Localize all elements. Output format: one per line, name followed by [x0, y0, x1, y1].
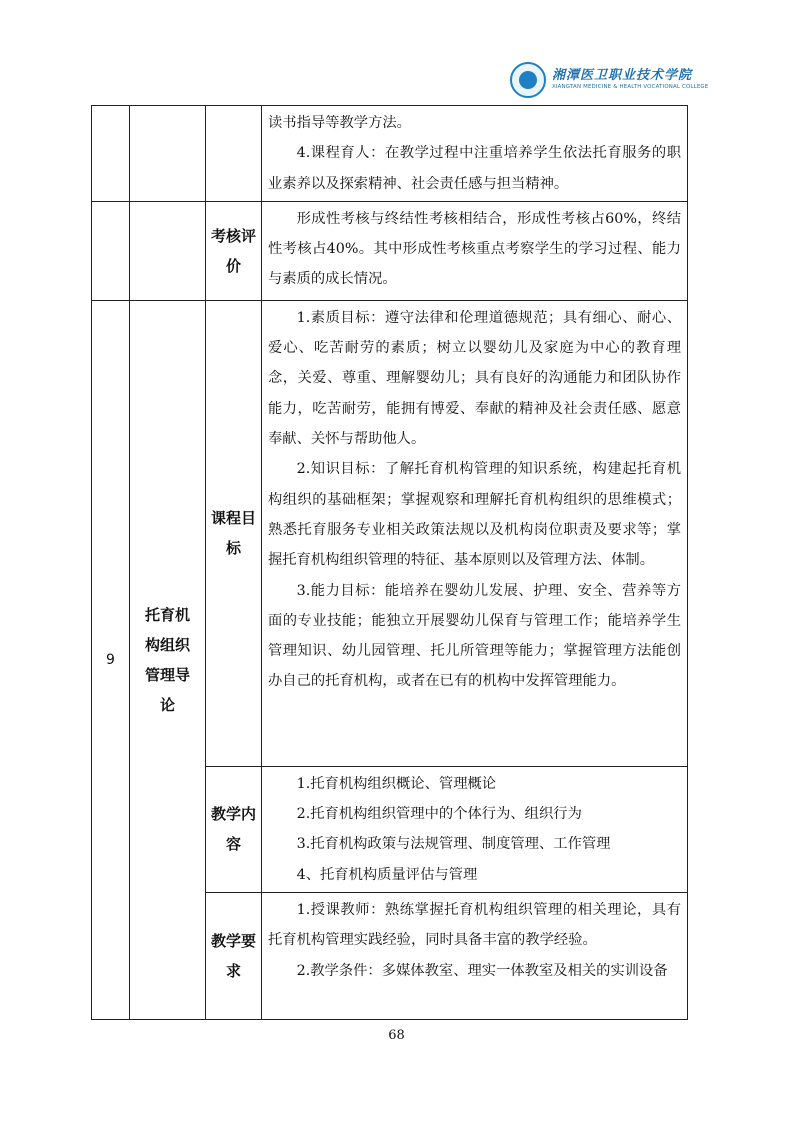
objective-item: 1.素质目标：遵守法律和伦理道德规范；具有细心、耐心、爱心、吃苦耐劳的素质；树立以婴幼儿及家庭为中心的教育理念，关爱、尊重、理解婴幼儿；具有良好的沟通能力和团队协作能力，吃苦耐劳，能拥有博爱、奉献的精神及社会责任感、愿意奉献、关怀与帮助他人。 [268, 309, 681, 448]
course-education-text: 4.课程育人：在教学过程中注重培养学生依法托育服务的职业素养以及探索精神、社会责任感与担当精神。 [268, 145, 681, 192]
teaching-method-tail: 读书指导等教学方法。 [268, 115, 411, 131]
content-item: 4、托育机构质量评估与管理 [296, 866, 478, 883]
objectives-label: 课程目标 [206, 300, 262, 766]
table-row [92, 106, 688, 202]
requirement-item: 2.教学条件：多媒体教室、理实一体教室及相关的实训设备 [296, 962, 668, 979]
page-number: 68 [388, 1028, 405, 1043]
header-logo [510, 62, 710, 100]
requirement-item: 1.授课教师：熟练掌握托育机构组织管理的相关理论，具有托育机构管理实践经验，同时具备丰富的教学经验。 [268, 902, 681, 949]
course-number: 9 [92, 300, 130, 1019]
college-name-en: XIANGTAN MEDICINE & HEALTH VOCATIONAL COLLEGE [552, 84, 709, 90]
table-row [92, 300, 688, 766]
assessment-text: 形成性考核与终结性考核相结合，形成性考核占60%，终结性考核占40%。其中形成性考核重点考察学生的学习过程、能力与素质的成长情况。 [268, 210, 681, 288]
objective-item: 3.能力目标：能培养在婴幼儿发展、护理、安全、营养等方面的专业技能；能独立开展婴幼儿保育与管理工作；能培养学生管理知识、幼儿园管理、托儿所管理等能力；掌握管理方法能创办自己的托育机构，或者在已有的机构中发挥管理能力。 [268, 582, 681, 690]
content-item: 2.托育机构组织管理中的个体行为、组织行为 [296, 806, 582, 823]
college-emblem-icon [510, 62, 546, 98]
requirements-label: 教学要求 [206, 893, 262, 1020]
college-name-cn: 湘潭医卫职业技术学院 [552, 68, 693, 83]
objective-item: 2.知识目标：了解托育机构管理的知识系统，构建起托育机构组织的基础框架；掌握观察和理解托育机构组织的思维模式；熟悉托育服务专业相关政策法规以及机构岗位职责及要求等；掌握托育机构组织管理的特征、基本原则以及管理方法、体制。 [268, 461, 681, 569]
table-row [92, 201, 688, 300]
course-table [91, 105, 688, 1020]
assessment-label: 考核评价 [206, 201, 262, 300]
content-label: 教学内容 [206, 766, 262, 892]
content-item: 3.托育机构政策与法规管理、制度管理、工作管理 [296, 836, 611, 853]
course-name: 托育机构组织管理导论 [130, 300, 206, 1019]
content-item: 1.托育机构组织概论、管理概论 [296, 775, 497, 792]
